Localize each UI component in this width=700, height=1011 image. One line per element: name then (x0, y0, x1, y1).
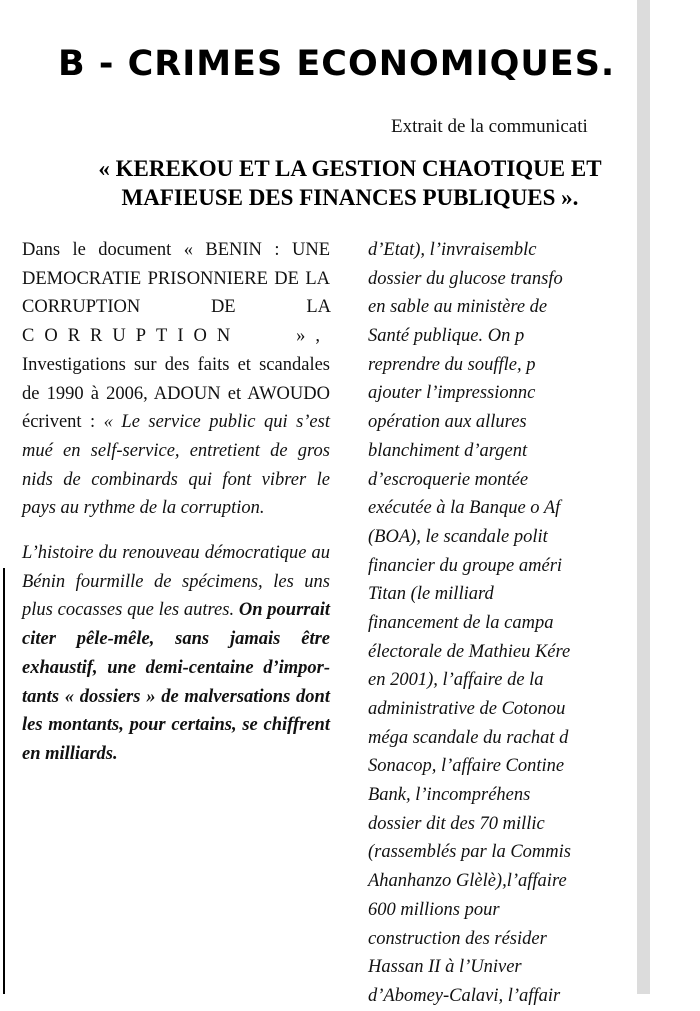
right-column-line: (rassemblés par la Commis (368, 842, 571, 863)
right-column-line: (BOA), le scandale polit (368, 526, 548, 547)
margin-rule (3, 568, 5, 994)
article-title-line-1: « KEREKOU ET LA GESTION CHAOTIQUE ET (98, 156, 602, 181)
right-column-line: méga scandale du rachat d (368, 727, 569, 748)
paragraph-2-bold: On pourrait citer pêle-mêle, sans jamais être exhaustif, une demi-centaine d’importants « dossiers » de malversations dont les montants, pour certains, se chiffrent en milliards. (22, 600, 330, 764)
article-title-line-2: MAFIEUSE DES FINANCES PUBLIQUES ». (121, 185, 579, 210)
right-column-line: ajouter l’impressionnc (368, 383, 536, 404)
paragraph-1-intro: Dans le document « BENIN : UNE DEMOCRATIE PRISONNIERE DE LA CORRUPTION DE LA (22, 240, 330, 318)
right-column-line: Hassan II à l’Univer (368, 957, 522, 978)
right-column-line: administrative de Cotonou (368, 699, 566, 719)
right-column-line: en sable au ministère de (368, 297, 548, 318)
paragraph-2-body: L’histoire du renouveau démocratique au Bénin fourmille de spécimens, les uns plus cocasses que les autres. (22, 543, 330, 621)
right-column-line: Santé publique. On p (368, 326, 525, 347)
right-column-line: 600 millions pour (368, 899, 500, 920)
right-column-line: financement de la campa (368, 612, 554, 633)
right-column-line: reprendre du souffle, p (368, 354, 536, 375)
left-column (22, 236, 330, 769)
right-column-line: d’Etat), l’invraisemblc (368, 240, 537, 260)
right-column-line: construction des résider (368, 928, 547, 949)
right-column-line: Titan (le milliard (368, 584, 494, 605)
right-column-line: exécutée à la Banque o Af (368, 498, 561, 519)
right-column-line: dossier dit des 70 millic (368, 813, 545, 834)
paragraph-1-corruption: CORRUPTION », (22, 326, 330, 347)
paragraph-2 (22, 539, 330, 769)
right-column-line: dossier du glucose transfo (368, 268, 563, 289)
paragraph-1-body: Investigations sur des faits et scandales de 1990 à 2006, ADOUN et AWOUDO écrivent : (22, 354, 330, 433)
right-column-line: opération aux allures (368, 412, 527, 433)
right-column-line: financier du groupe améri (368, 555, 563, 576)
right-column-line: en 2001), l’affaire de la (368, 670, 544, 691)
paragraph-1-quote: « Le service public qui s’est mué en self-service, entretient de gros nids de combinards qui font vibrer le pays au rythme de la corruption. (22, 412, 330, 519)
paragraph-1 (22, 236, 330, 523)
right-column (368, 236, 668, 1011)
right-column-line: Sonacop, l’affaire Contine (368, 756, 565, 777)
right-column-line: électorale de Mathieu Kére (368, 641, 571, 662)
page-edge (637, 0, 650, 994)
right-column-line: Ahanhanzo Glèlè),l’affaire (368, 871, 567, 892)
right-column-line: d’escroquerie montée (368, 469, 529, 490)
right-column-line: blanchiment d’argent (368, 440, 528, 461)
source-line: Extrait de la communicati (391, 116, 588, 137)
right-column-line: d’Abomey-Calavi, l’affair (368, 985, 561, 1006)
section-heading: B - CRIMES ECONOMIQUES. (58, 44, 616, 84)
right-column-line: Bank, l’incompréhens (368, 785, 531, 806)
article-title (0, 154, 700, 212)
